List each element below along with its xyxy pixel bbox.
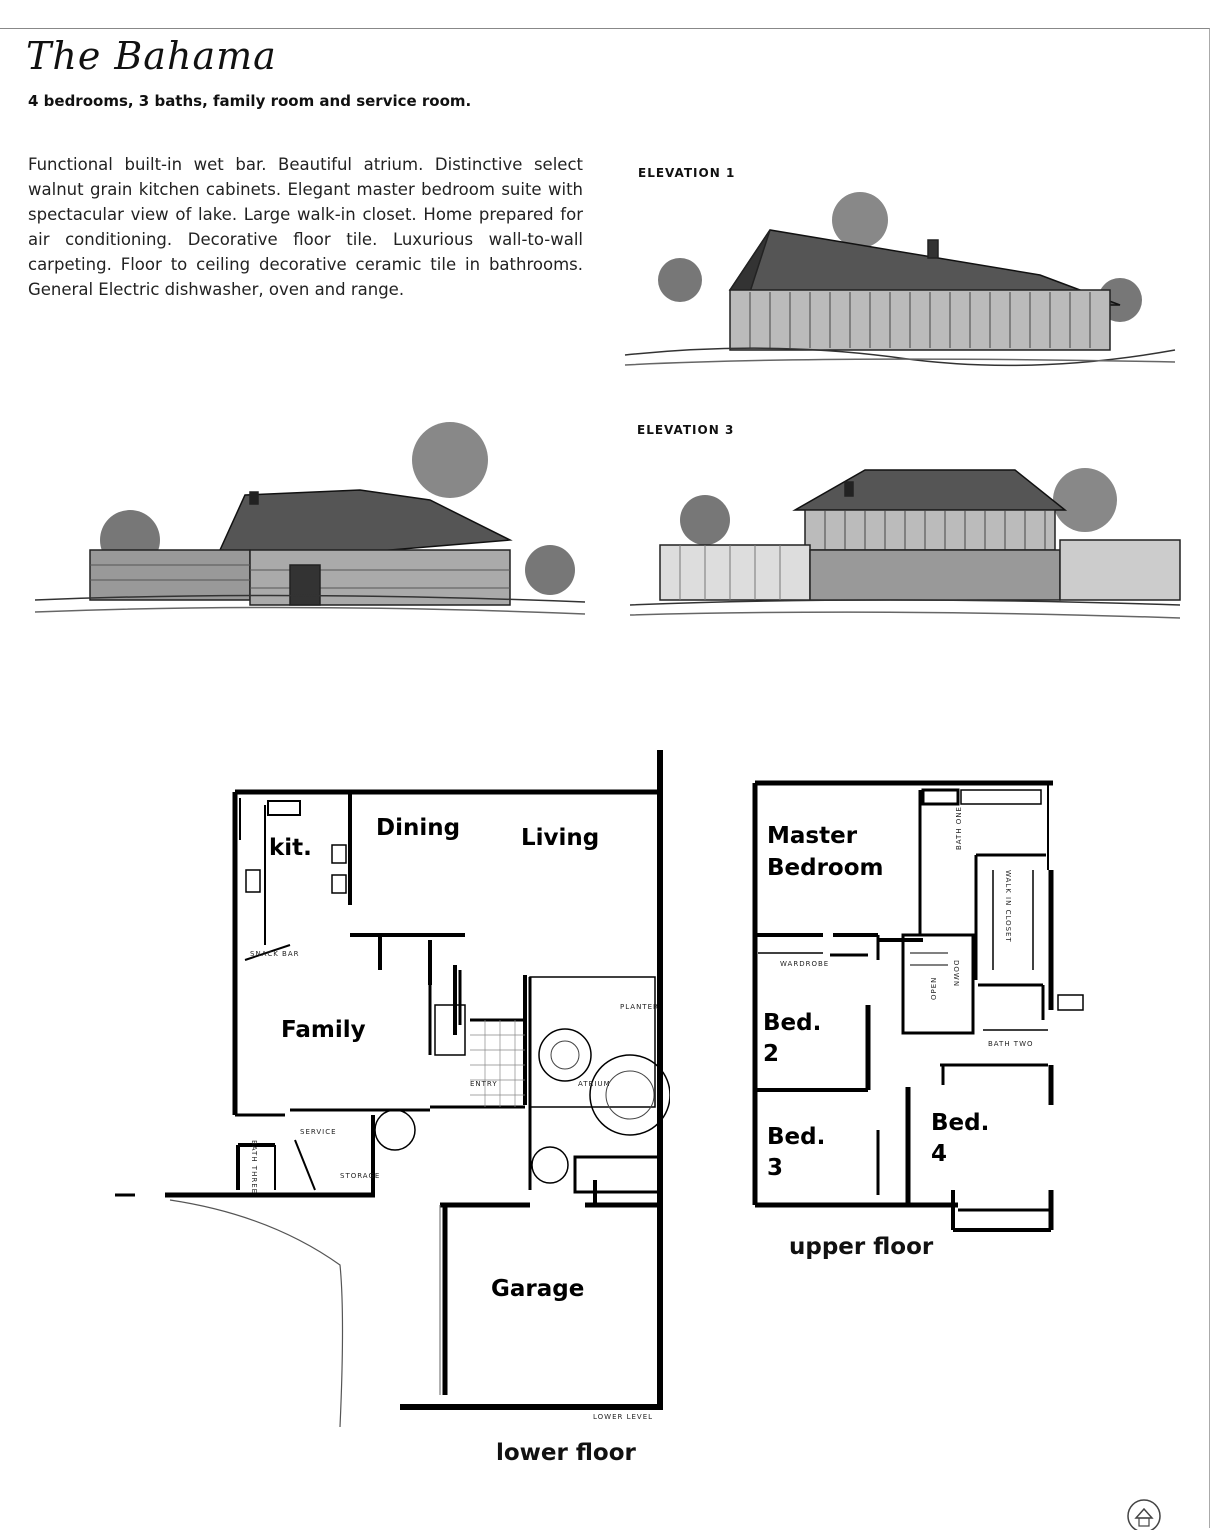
lower-floor-caption: lower floor [496,1440,636,1466]
label-lower-level: LOWER LEVEL [593,1413,654,1421]
room-dining: Dining [376,815,461,841]
label-entry: ENTRY [470,1080,498,1088]
room-family: Family [281,1017,366,1043]
label-open: OPEN [930,976,938,1000]
label-down: DOWN [952,960,960,988]
room-bed-3: Bed. 3 [767,1124,826,1181]
label-storage: STORAGE [340,1172,381,1180]
label-service: SERVICE [300,1128,337,1136]
upper-floor-caption: upper floor [789,1234,934,1260]
label-wardrobe: WARDROBE [780,960,830,968]
elevation-2-label: ELEVATION 2 [46,422,144,436]
room-living: Living [521,825,600,851]
room-garage: Garage [491,1276,585,1302]
page-title: The Bahama [26,34,277,78]
label-bath-three: BATH THREE [250,1140,258,1195]
feature-description: Functional built-in wet bar. Beautiful atrium. Distinctive select walnut grain kitchen cabinets. Elegant master bedroom suite with spectacular view of lake. Large walk-in closet. Home prepared for air conditioning. Decorative floor tile. Luxurious wall-to-wall carpeting. Floor to ceiling decorative ceramic tile in bathrooms. General Electric dishwasher, oven and range. [28,155,583,299]
elevation-2-sketch [30,420,590,630]
label-bath-one: BATH ONE [955,806,963,850]
room-bed-4: Bed. 4 [931,1110,990,1167]
label-bath-two: BATH TWO [988,1040,1034,1048]
room-kitchen: kit. [269,835,312,861]
label-snack-bar: SNACK BAR [250,950,300,958]
room-bed-2: Bed. 2 [763,1010,822,1067]
label-walk-in-closet: WALK IN CLOSET [1004,870,1012,943]
equal-housing-emblem-icon [1122,1494,1166,1530]
page-subtitle: 4 bedrooms, 3 baths, family room and service room. [28,92,472,110]
room-master-bedroom: Master Bedroom [767,823,884,881]
elevation-1-label: ELEVATION 1 [638,166,736,180]
label-planter: PLANTER [620,1003,659,1011]
elevation-3-label: ELEVATION 3 [637,423,735,437]
label-atrium: ATRIUM [578,1080,611,1088]
elevation-3-sketch [625,440,1185,640]
elevation-1-sketch [620,180,1180,380]
